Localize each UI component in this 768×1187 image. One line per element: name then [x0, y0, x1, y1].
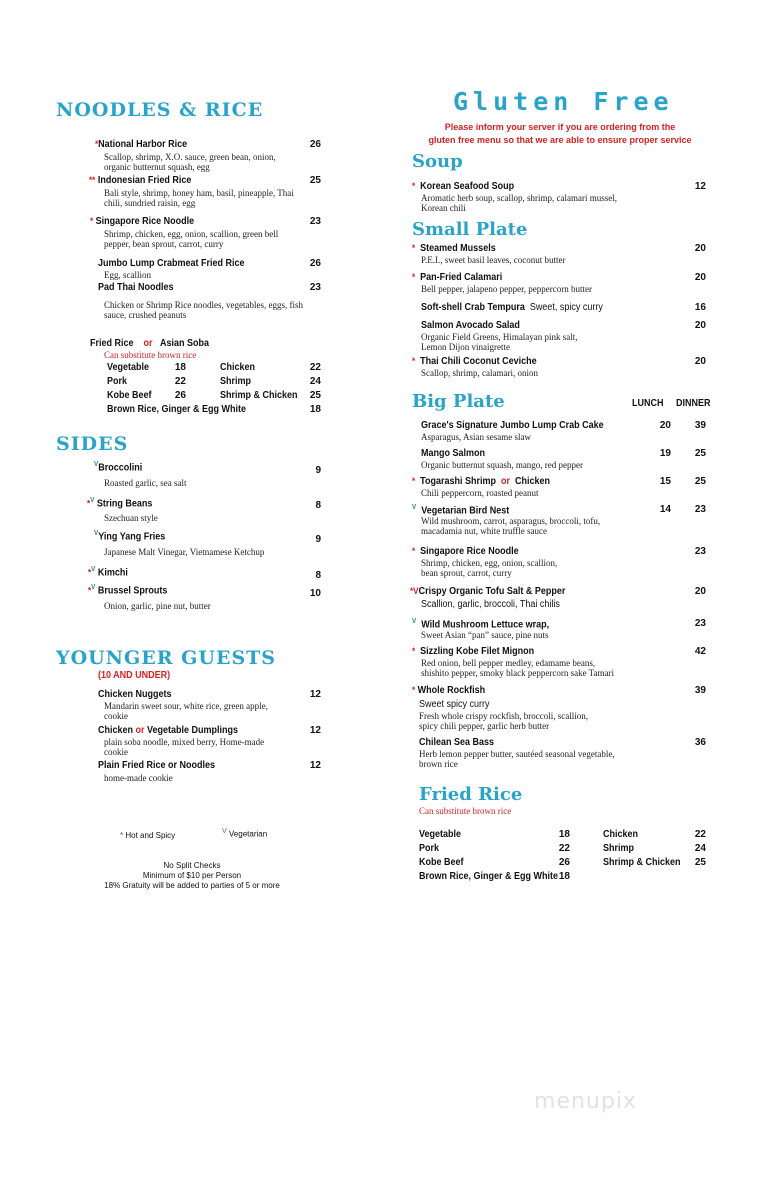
fried-row-price: 26: [558, 857, 570, 868]
item-price: 8: [315, 570, 321, 581]
lunch-price: 20: [659, 420, 671, 431]
fried-row-price: 25: [694, 857, 706, 868]
menu-item-sizzling-kobe-filet-mignon: * Sizzling Kobe Filet Mignon: [412, 646, 535, 657]
fried-row-price: 22: [174, 376, 186, 387]
item-description: Organic Field Greens, Himalayan pink salt, Lemon Dijon vinaigrette: [421, 332, 578, 352]
lunch-price: 19: [659, 448, 671, 459]
menu-item-mango-salmon: Mango Salmon: [421, 448, 486, 459]
fried-rice-title: Fried Rice: [419, 784, 523, 805]
menu-item-jumbo-lump-crabmeat-fried-rice: Jumbo Lump Crabmeat Fried Rice: [98, 258, 245, 269]
fried-row-name: Brown Rice, Ginger & Egg White: [107, 404, 247, 415]
item-price: 23: [309, 216, 321, 227]
dinner-price: 23: [694, 504, 706, 515]
item-description: Egg, scallion: [104, 270, 151, 280]
item-description: Shrimp, chicken, egg, onion, scallion, bean sprout, carrot, curry: [421, 558, 558, 578]
item-description: Asparagus, Asian sesame slaw: [421, 432, 531, 442]
item-description: Sweet Asian “pan” sauce, pine nuts: [421, 630, 549, 640]
dinner-price: 39: [694, 685, 706, 696]
item-description: Mandarin sweet sour, white rice, green apple, cookie: [104, 701, 268, 721]
dinner-price: 25: [694, 448, 706, 459]
lunch-price: 15: [659, 476, 671, 487]
dinner-price: 36: [694, 737, 706, 748]
item-price: 20: [694, 243, 706, 254]
menu-item-soft-shell-crab-tempura: Soft-shell Crab Tempura Sweet, spicy curry: [421, 302, 603, 313]
item-price: 12: [694, 181, 706, 192]
fried-row-name: Shrimp & Chicken: [603, 857, 681, 868]
menu-item-crab-cake: Grace's Signature Jumbo Lump Crab Cake: [421, 420, 604, 431]
dinner-price: 39: [694, 420, 706, 431]
item-description: Wild mushroom, carrot, asparagus, broccoli, tofu, macadamia nut, white truffle sauce: [421, 516, 601, 536]
item-price: 9: [315, 465, 321, 476]
big-plate-title: Big Plate: [412, 391, 505, 412]
fried-row-name: Chicken: [603, 829, 639, 840]
menu-item-ying-yang-fries: $^V$Ying Yang Fries: [94, 530, 166, 543]
noodles-rice-title: NOODLES & RICE: [56, 99, 264, 121]
fried-row-name: Shrimp: [220, 376, 252, 387]
item-price: 12: [309, 689, 321, 700]
menu-item-kimchi: *$^V$ Kimchi: [88, 566, 128, 579]
policy-notes: No Split Checks Minimum of $10 per Person 18% Gratuity will be added to parties of 5 or more: [104, 861, 280, 890]
menu-item-steamed-mussels: * Steamed Mussels: [412, 243, 496, 254]
vegetarian-icon: V: [412, 504, 417, 511]
fried-row-name: Brown Rice, Ginger & Egg White: [419, 871, 559, 882]
item-price: 9: [315, 534, 321, 545]
item-description: home-made cookie: [104, 773, 173, 783]
menu-item-chilean-sea-bass: Chilean Sea Bass: [419, 737, 495, 748]
gluten-free-title: Gluten Free: [453, 87, 674, 116]
substitute-note: Can substitute brown rice: [104, 350, 197, 360]
menu-item-brussel-sprouts: *$^V$ Brussel Sprouts: [88, 584, 168, 597]
dinner-price: 20: [694, 586, 706, 597]
item-description: Scallop, shrimp, X.O. sauce, green bean, onion, organic butternut squash, egg: [104, 152, 276, 172]
age-note: (10 AND UNDER): [98, 670, 171, 681]
soup-title: Soup: [412, 151, 463, 172]
item-description: P.E.I., sweet basil leaves, coconut butter: [421, 255, 566, 265]
item-description: Szechuan style: [104, 513, 158, 523]
fried-rice-soba-heading: Fried Rice or Asian Soba: [90, 338, 210, 349]
vegetarian-icon: V: [222, 828, 227, 835]
fried-row-name: Chicken: [220, 362, 256, 373]
item-description: Chili peppercorn, roasted peanut: [421, 488, 539, 498]
hot-icon: *: [120, 831, 124, 840]
lunch-price: 14: [659, 504, 671, 515]
menu-item-indonesian-fried-rice: ** Indonesian Fried Rice: [89, 175, 192, 186]
fried-row-price: 22: [694, 829, 706, 840]
dinner-header: DINNER: [676, 398, 711, 409]
fried-row-name: Vegetable: [419, 829, 462, 840]
legend-hot: * Hot and Spicy: [120, 831, 176, 840]
item-description: Organic butternut squash, mango, red pepper: [421, 460, 584, 470]
fried-row-price: 22: [309, 362, 321, 373]
item-description: Chicken or Shrimp Rice noodles, vegetables, eggs, fish sauce, crushed peanuts: [104, 300, 303, 320]
menu-item-pad-thai-noodles: Pad Thai Noodles: [98, 282, 174, 293]
fried-row-name: Vegetable: [107, 362, 150, 373]
item-price: 8: [315, 500, 321, 511]
item-description: plain soba noodle, mixed berry, Home-made cookie: [104, 737, 265, 757]
menu-item-plain-fried-rice: Plain Fried Rice or Noodles: [98, 760, 216, 771]
vegetarian-icon: V: [94, 530, 99, 537]
menu-item-dumplings: Chicken or Vegetable Dumplings: [98, 725, 239, 736]
item-description: Scallion, garlic, broccoli, Thai chilis: [421, 599, 560, 610]
fried-row-price: 24: [694, 843, 706, 854]
item-price: 20: [694, 272, 706, 283]
menu-item-wild-mushroom-lettuce-wrap: $^V$ Wild Mushroom Lettuce wrap,: [412, 618, 550, 631]
item-price: 26: [309, 258, 321, 269]
item-price: 16: [694, 302, 706, 313]
menu-item-korean-seafood-soup: * Korean Seafood Soup: [412, 181, 515, 192]
item-price: 12: [309, 760, 321, 771]
menu-item-thai-chili-coconut-ceviche: * Thai Chili Coconut Ceviche: [412, 356, 537, 367]
menu-item-string-beans: *$^V$ String Beans: [87, 497, 153, 510]
gluten-free-notice: Please inform your server if you are ordering from the gluten free menu so that we are able to ensure proper service: [428, 122, 692, 145]
fried-row-price: 25: [309, 390, 321, 401]
fried-row-name: Shrimp & Chicken: [220, 390, 298, 401]
item-description: Aromatic herb soup, scallop, shrimp, calamari mussel, Korean chili: [421, 193, 617, 213]
dinner-price: 23: [694, 618, 706, 629]
fried-row-price: 26: [174, 390, 186, 401]
item-description: Herb lemon pepper butter, sautéed seasonal vegetable, brown rice: [419, 749, 615, 769]
vegetarian-icon: V: [91, 584, 96, 591]
item-description: Shrimp, chicken, egg, onion, scallion, green bell pepper, bean sprout, carrot, curry: [104, 229, 279, 249]
menu-item-togarashi: * Togarashi Shrimp or Chicken: [412, 476, 551, 487]
sides-title: SIDES: [56, 433, 129, 455]
dinner-price: 25: [694, 476, 706, 487]
fried-row-name: Pork: [107, 376, 128, 387]
fried-row-price: 22: [558, 843, 570, 854]
fried-row-name: Kobe Beef: [419, 857, 464, 868]
item-description: Bell pepper, jalapeno pepper, peppercorn butter: [421, 284, 592, 294]
menu-item-salmon-avocado-salad: Salmon Avocado Salad: [421, 320, 520, 331]
vegetarian-icon: V: [412, 618, 417, 625]
menu-item-singapore-rice-noodle: * Singapore Rice Noodle: [90, 216, 195, 227]
item-description: Japanese Malt Vinegar, Vietnamese Ketchup: [104, 547, 265, 557]
fried-row-name: Kobe Beef: [107, 390, 152, 401]
menu-item-vegetarian-bird-nest: $^V$ Vegetarian Bird Nest: [412, 504, 510, 517]
menu-item-crispy-tofu: *VCrispy Organic Tofu Salt & Pepper: [410, 586, 566, 597]
legend-veg: V Vegetarian: [222, 828, 268, 839]
vegetarian-icon: V: [94, 461, 99, 468]
item-description: Red onion, bell pepper medley, edamame beans, shishito pepper, smoky black peppercorn sake Tamari: [421, 658, 615, 678]
item-price: 12: [309, 725, 321, 736]
menu-item-broccolini: $^V$Broccolini: [94, 461, 143, 474]
menu-item-pan-fried-calamari: * Pan-Fried Calamari: [412, 272, 503, 283]
lunch-header: LUNCH: [632, 398, 664, 409]
vegetarian-icon: V: [91, 566, 96, 573]
menu-item-singapore-rice-noodle-gf: * Singapore Rice Noodle: [412, 546, 519, 557]
fried-row-name: Shrimp: [603, 843, 635, 854]
fried-row-price: 18: [558, 829, 570, 840]
fried-row-name: Pork: [419, 843, 440, 854]
item-description: Scallop, shrimp, calamari, onion: [421, 368, 538, 378]
small-plate-title: Small Plate: [412, 219, 528, 240]
fried-row-price: 18: [309, 404, 321, 415]
item-price: 26: [309, 139, 321, 150]
item-price: 23: [309, 282, 321, 293]
item-price: 25: [309, 175, 321, 186]
item-description: Onion, garlic, pine nut, butter: [104, 601, 211, 611]
menu-item-chicken-nuggets: Chicken Nuggets: [98, 689, 172, 700]
menu-item-whole-rockfish: * Whole Rockfish: [412, 685, 486, 696]
item-price: 10: [309, 588, 321, 599]
fried-row-price: 24: [309, 376, 321, 387]
vegetarian-icon: V: [90, 497, 95, 504]
fried-row-price: 18: [558, 871, 570, 882]
fried-row-price: 18: [174, 362, 186, 373]
substitute-note: Can substitute brown rice: [419, 806, 512, 816]
younger-guests-title: YOUNGER GUESTS: [56, 647, 277, 669]
item-description: Bali style, shrimp, honey ham, basil, pineapple, Thai chili, sundried raisin, egg: [104, 188, 294, 208]
dinner-price: 23: [694, 546, 706, 557]
item-subtitle: Sweet spicy curry: [419, 699, 490, 710]
item-price: 20: [694, 320, 706, 331]
item-description: Fresh whole crispy rockfish, broccoli, scallion, spicy chili pepper, garlic herb butter: [419, 711, 588, 731]
dinner-price: 42: [694, 646, 706, 657]
item-description: Roasted garlic, sea salt: [104, 478, 187, 488]
item-price: 20: [694, 356, 706, 367]
menu-item-national-harbor-rice: *National Harbor Rice: [95, 139, 188, 150]
menupix-watermark: menupix: [534, 1089, 637, 1114]
